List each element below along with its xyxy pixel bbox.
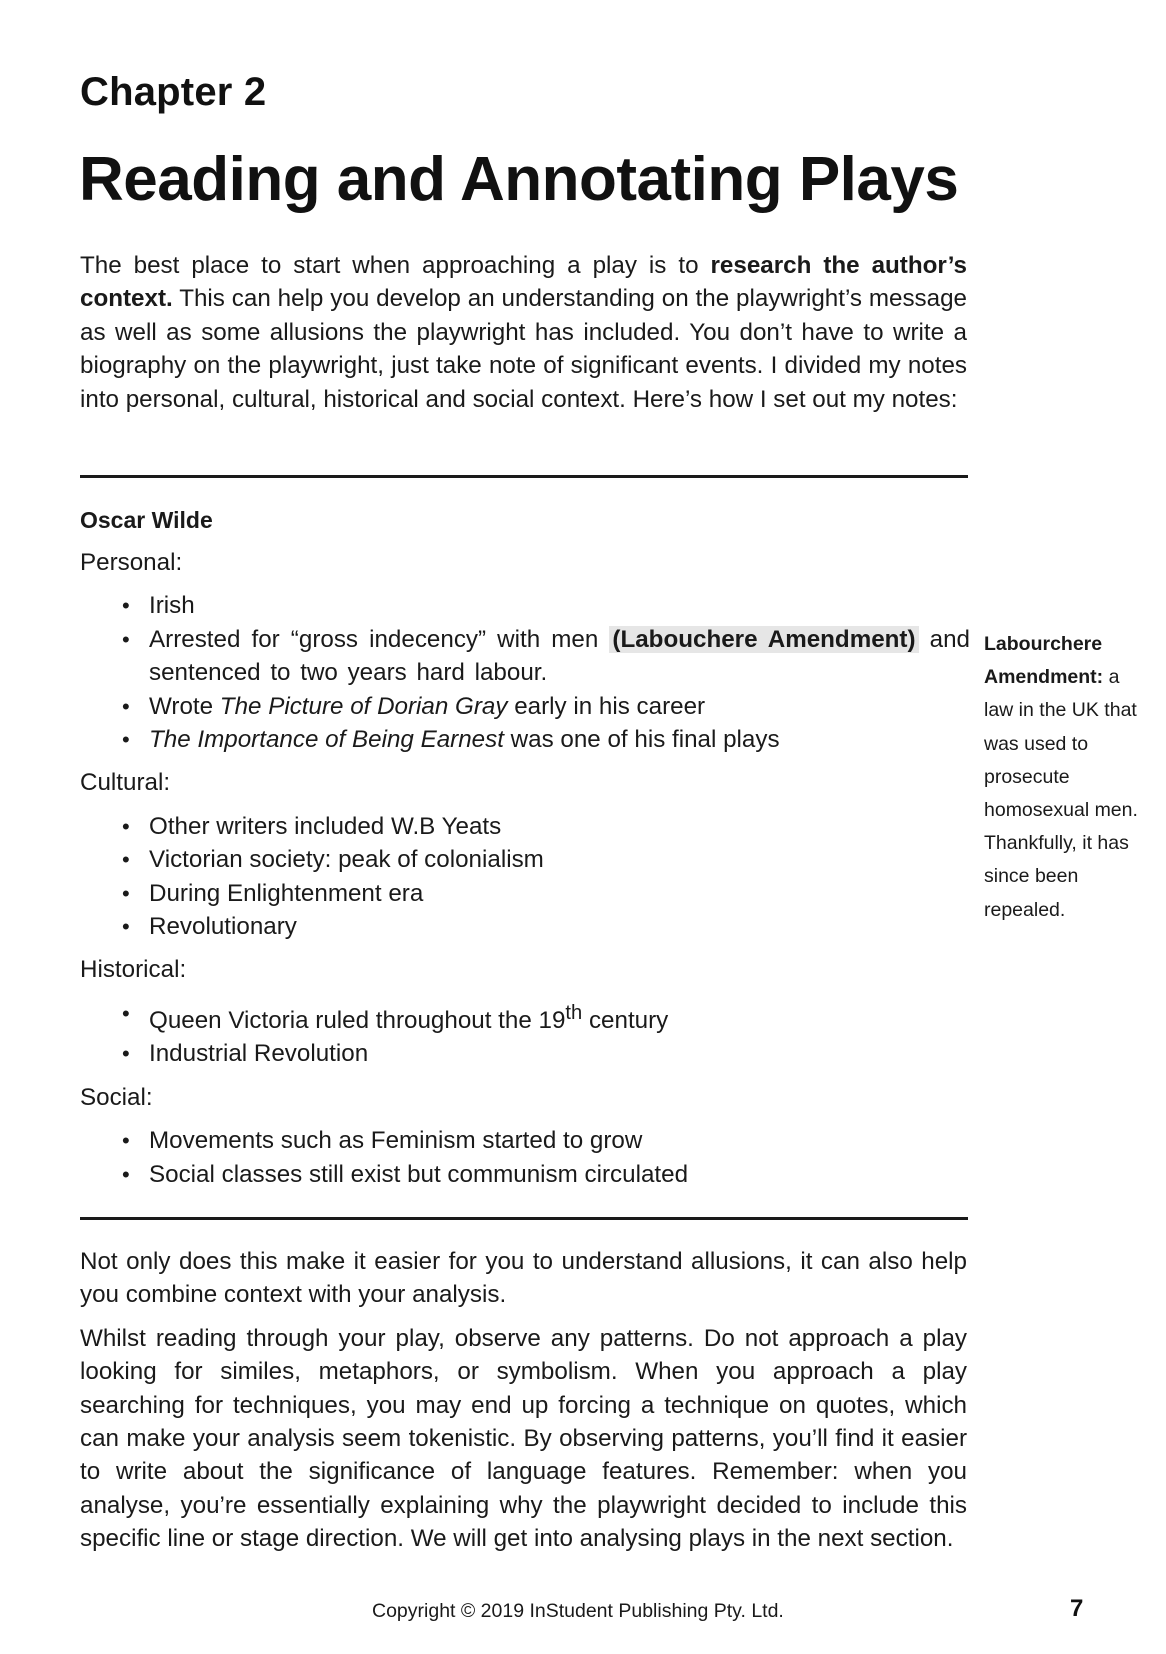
historical-label: Historical: [80,956,187,984]
personal-list [80,589,970,756]
notes-top-divider [80,475,968,478]
social-list [80,1124,970,1191]
closing-paragraph-1: Not only does this make it easier for you to understand allusions, it can also help you combine context with your analysis. [80,1248,967,1309]
closing-section [80,1245,967,1556]
list-item: • Revolutionary [122,910,970,943]
list-item: • Wrote The Picture of Dorian Gray early in his career [122,690,970,723]
cultural-list [80,810,970,944]
margin-note [984,628,1144,927]
list-item: • The Importance of Being Earnest was one of his final plays [122,723,970,756]
notes-bottom-divider [80,1217,968,1220]
social-label: Social: [80,1083,153,1111]
list-item: • During Enlightenment era [122,877,970,910]
notes-heading: Oscar Wilde [80,507,213,533]
personal-label: Personal: [80,549,183,576]
list-item: • Industrial Revolution [122,1037,970,1070]
highlighted-term: (Labouchere Amendment) [609,626,918,653]
list-item: • Irish [122,589,970,622]
list-item: • Social classes still exist but communism circulated [122,1158,970,1191]
work-title: The Importance of Being Earnest [149,726,504,754]
chapter-title: Reading and Annotating Plays [79,145,959,214]
historical-list [80,997,970,1071]
closing-paragraph-2: Whilst reading through your play, observe any patterns. Do not approach a play looking for similes, metaphors, or symbolism. When you approach a play searching for techniques, you may end up forcing a technique on quotes, which can make your analysis seem tokenistic. By observing patterns, you’ll find it easier to write about the significance of language features. Remember: when you analyse, you’re essentially explaining why the playwright decided to include this specific line or stage direction. We will get into analysing plays in the next section. [80,1324,967,1553]
list-item: • Queen Victoria ruled throughout the 19th century [122,997,970,1037]
context-notes [80,504,970,1201]
cultural-label: Cultural: [80,769,171,797]
margin-note-text: a law in the UK that was used to prosecute homosexual men. Thankfully, it has since been repealed. [984,666,1138,921]
margin-note-term: Labourchere Amendment: [984,633,1104,689]
list-item: • Other writers included W.B Yeats [122,810,970,843]
list-item: • Movements such as Feminism started to grow [122,1124,970,1157]
copyright-notice: Copyright © 2019 InStudent Publishing Pty. Ltd. [372,1600,784,1622]
superscript: th [565,1001,583,1024]
intro-text-end: This can help you develop an understanding on the playwright’s message as well as some allusions the playwright has included. You don’t have to write a biography on the playwright, just take note of significant events. I divided my notes into personal, cultural, historical and social context. Here’s how I set out my notes: [80,285,967,413]
list-item: • Victorian society: peak of colonialism [122,843,970,876]
intro-bold-phrase: research the author’s context. [80,252,967,313]
page-number: 7 [1070,1595,1084,1622]
work-title: The Picture of Dorian Gray [219,692,508,720]
page-footer [0,1596,1166,1626]
list-item: • Arrested for “gross indecency” with men (Labouchere Amendment) and sentenced to two years hard labour. [122,623,970,690]
chapter-label: Chapter 2 [80,70,267,114]
intro-text-start: The best place to start when approaching a play is to [80,252,711,279]
intro-section [80,249,967,416]
intro-paragraph [80,249,967,416]
